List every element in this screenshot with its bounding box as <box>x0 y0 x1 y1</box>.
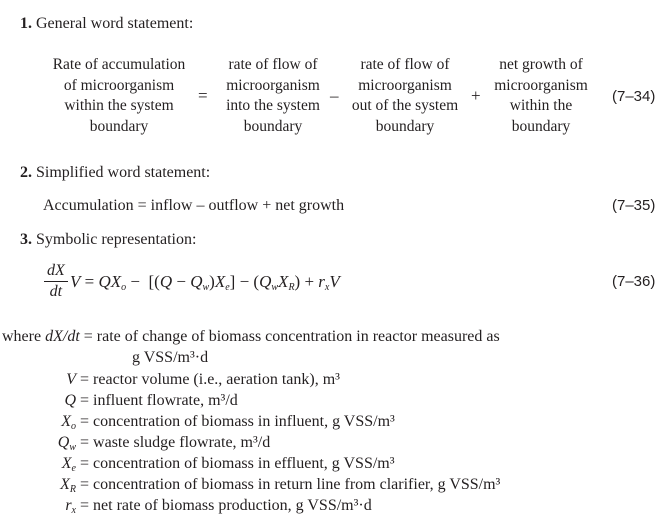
definition-symbol: dX/dt <box>45 328 80 345</box>
section-1-heading <box>20 14 193 33</box>
definition-text: rate of change of biomass concentration in reactor measured as <box>96 328 500 345</box>
term-line: boundary <box>511 117 571 135</box>
term-line: microorganism <box>358 76 452 94</box>
term-inflow <box>213 55 333 137</box>
definition-row: $r_x$ = net rate of biomass production, g VSS/m³·d <box>18 495 372 516</box>
minus-operator: – <box>330 86 339 105</box>
term-line: rate of flow of <box>228 56 318 73</box>
definition-row: V = reactor volume (i.e., aeration tank), m³ <box>18 369 340 390</box>
definition-symbol: $Q_w$ <box>57 434 76 453</box>
definition-row: Q = influent flowrate, m³/d <box>18 390 238 411</box>
term-accumulation <box>40 55 198 137</box>
plus-operator: + <box>471 86 481 105</box>
term-line: rate of flow of <box>360 56 450 73</box>
term-line: boundary <box>243 117 303 135</box>
section-title: Simplified word statement: <box>36 164 211 181</box>
derivative-fraction <box>44 261 68 302</box>
definition-continuation: g VSS/m³·d <box>132 349 209 366</box>
fraction-denominator: dt <box>49 283 63 300</box>
mass-balance-equation: $V = QX_o - [(Q - Q_w)X_e] - (Q_wX_R) + r_xV$ <box>70 272 340 293</box>
definition-symbol: $X_R$ <box>60 476 76 495</box>
definition-text: reactor volume (i.e., aeration tank), m³ <box>93 371 340 388</box>
definition-text: concentration of biomass in effluent, g VSS/m³ <box>93 455 395 472</box>
term-line: net growth of <box>499 56 583 73</box>
definition-symbol: $X_e$ <box>61 455 76 474</box>
term-line: Rate of accumulation <box>52 56 186 73</box>
equation-number: (7–35) <box>612 197 656 214</box>
term-line: within the <box>509 97 573 114</box>
term-line: within the system <box>64 97 174 114</box>
term-outflow <box>342 55 468 137</box>
section-title: General word statement: <box>36 15 194 32</box>
term-line: of microorganism <box>63 76 175 94</box>
section-number: 2. <box>20 164 32 181</box>
simplified-statement: Accumulation = inflow – outflow + net growth <box>43 197 345 214</box>
definition-row: where dX/dt = rate of change of biomass concentration in reactor measured as <box>2 328 500 345</box>
definition-row: $X_e$ = concentration of biomass in effluent, g VSS/m³ <box>18 453 395 474</box>
equation-number: (7–34) <box>612 88 656 105</box>
definition-text: net rate of biomass production, g VSS/m³·d <box>93 497 372 514</box>
equals-operator: = <box>198 86 208 105</box>
definition-text: concentration of biomass in influent, g VSS/m³ <box>93 413 395 430</box>
section-number: 3. <box>20 231 32 248</box>
term-line: boundary <box>89 117 149 135</box>
fraction-numerator: dX <box>44 261 68 282</box>
definition-symbol: Q <box>64 392 76 409</box>
term-line: into the system <box>226 97 320 114</box>
term-line: boundary <box>375 117 435 135</box>
definition-row: $Q_w$ = waste sludge flowrate, m³/d <box>18 432 270 453</box>
definition-symbol: $r_x$ <box>65 497 76 516</box>
definition-text: concentration of biomass in return line from clarifier, g VSS/m³ <box>93 476 501 493</box>
definition-row: $X_o$ = concentration of biomass in influent, g VSS/m³ <box>18 411 395 432</box>
term-line: microorganism <box>226 76 320 94</box>
equation-number: (7–36) <box>612 273 656 290</box>
section-title: Symbolic representation: <box>36 231 197 248</box>
definition-row: $X_R$ = concentration of biomass in return line from clarifier, g VSS/m³ <box>18 474 500 495</box>
term-line: microorganism <box>494 76 588 94</box>
section-number: 1. <box>20 15 32 32</box>
definition-symbol: V <box>66 371 76 388</box>
section-2-heading <box>20 163 210 182</box>
term-line: out of the system <box>351 97 459 114</box>
definition-symbol: $X_o$ <box>61 413 76 432</box>
definition-text: influent flowrate, m³/d <box>93 392 238 409</box>
where-label: where <box>2 328 42 345</box>
definition-text: waste sludge flowrate, m³/d <box>93 434 271 451</box>
section-3-heading <box>20 230 196 249</box>
term-net-growth <box>484 55 598 137</box>
